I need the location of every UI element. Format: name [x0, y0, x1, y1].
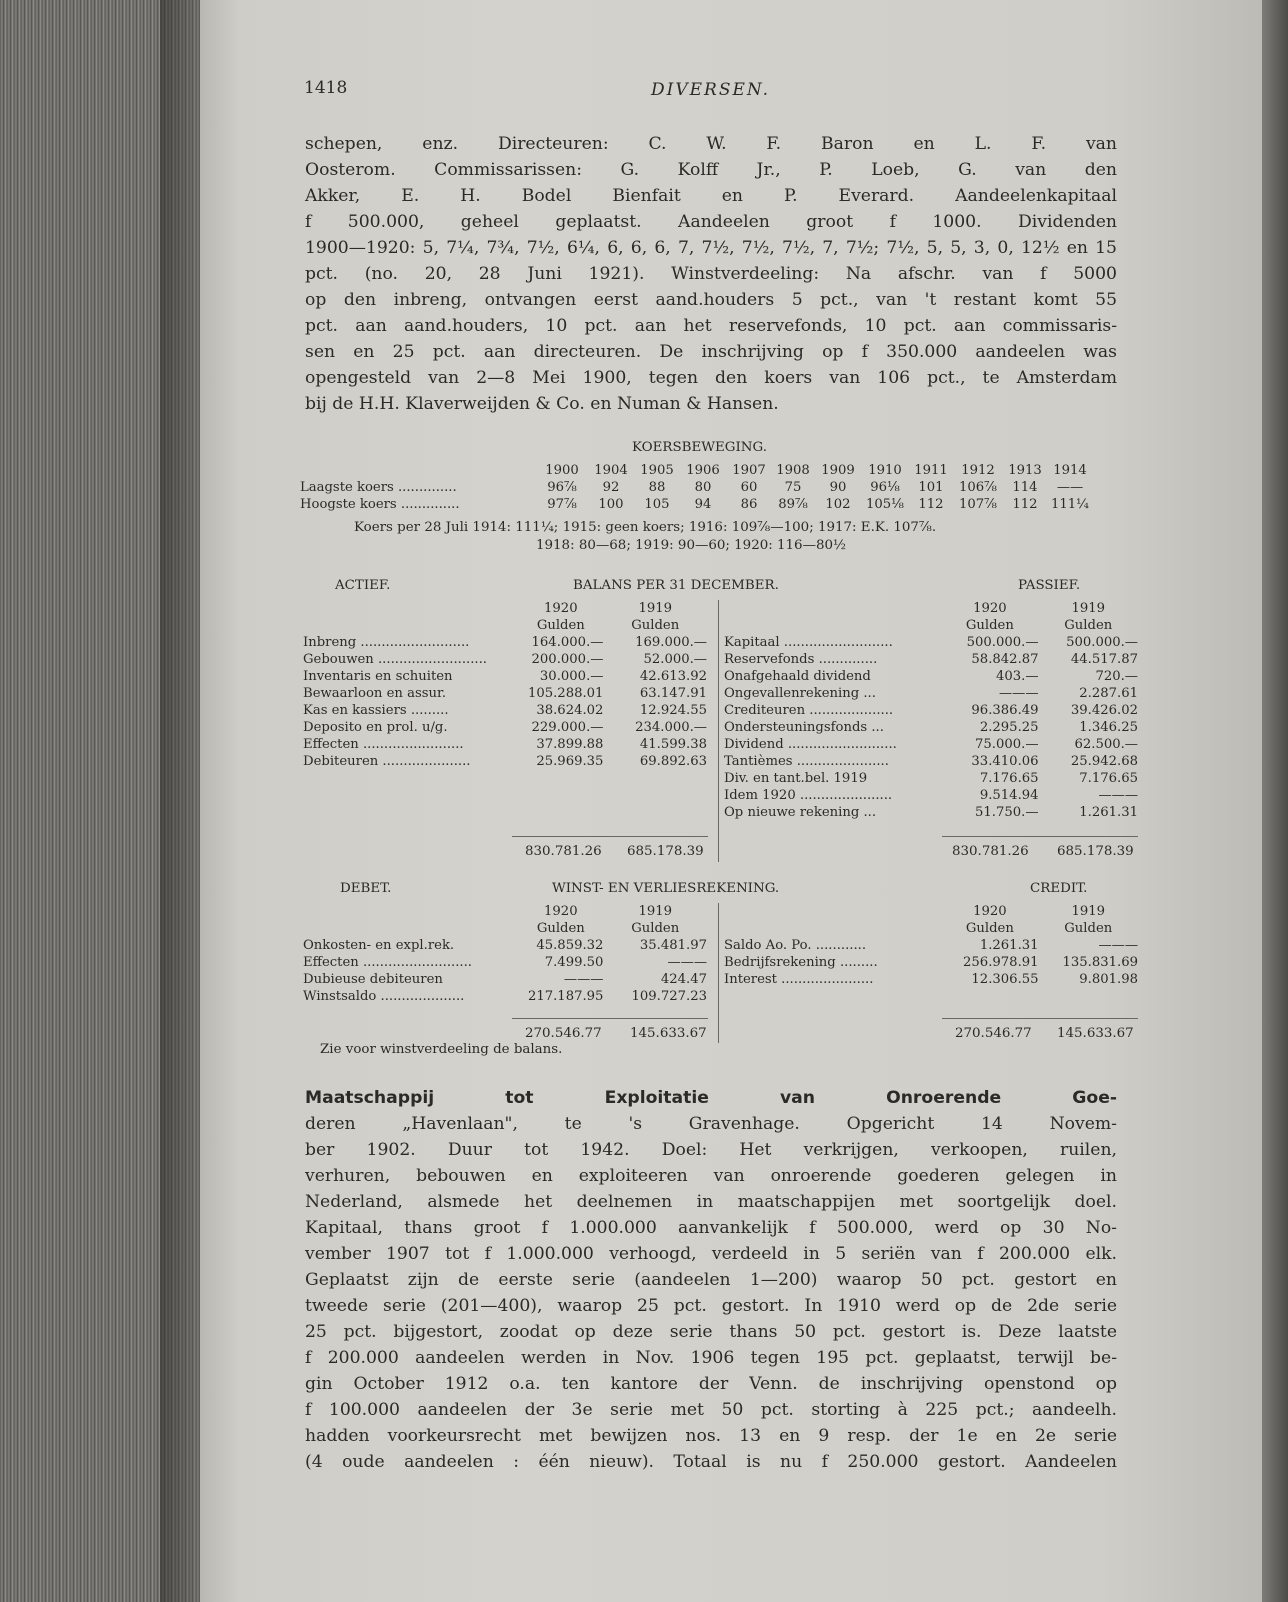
row-value-1920: 1.261.31: [979, 938, 1039, 953]
winst-note: Zie voor winstverdeeling de balans.: [320, 1042, 563, 1057]
table-row: [724, 668, 1138, 685]
row-value-1919: 35.481.97: [639, 938, 707, 953]
koers-year: 1914: [1053, 463, 1087, 478]
koers-row-label: Laagste koers ..............: [300, 480, 457, 495]
koers-value: 75: [784, 480, 802, 495]
row-value-1919: 52.000.—: [643, 652, 707, 667]
koers-value: 97⅞: [547, 497, 577, 512]
table-row: [724, 903, 1138, 920]
table-row: [724, 804, 1138, 821]
row-value-1920: ———: [998, 686, 1039, 701]
balans-total-left-1919: 685.178.39: [627, 844, 704, 859]
row-label: Crediteuren ....................: [724, 703, 894, 718]
koers-year: 1908: [776, 463, 810, 478]
table-row: [303, 920, 707, 937]
company-description-paragraph: [305, 131, 1117, 417]
balans-total-right-1920: 830.781.26: [952, 844, 1029, 859]
text-line: gin October 1912 o.a. ten kantore der Venn. de inschrijving openstond op: [305, 1374, 1117, 1394]
winst-total-left-1919: 145.633.67: [630, 1026, 707, 1041]
table-row: [724, 600, 1138, 617]
text-line: pct. aan aand.houders, 10 pct. aan het reservefonds, 10 pct. aan commissaris-: [305, 316, 1117, 336]
koers-title: KOERSBEWEGING.: [632, 440, 767, 455]
text-line: Maatschappij tot Exploitatie van Onroerende Goe-: [305, 1088, 1117, 1108]
running-head: DIVERSEN.: [651, 80, 771, 100]
text-line: bij de H.H. Klaverweijden & Co. en Numan & Hansen.: [305, 394, 779, 414]
row-label: Inbreng ..........................: [303, 635, 470, 650]
table-row: [724, 770, 1138, 787]
koers-value: 111¼: [1051, 497, 1089, 512]
koers-note-2: 1918: 80—68; 1919: 90—60; 1920: 116—80½: [536, 538, 846, 553]
page-number: 1418: [304, 78, 348, 98]
koers-value: ——: [1056, 480, 1084, 495]
row-label: Gebouwen ..........................: [303, 652, 487, 667]
row-value-1920: 7.176.65: [979, 771, 1039, 786]
text-line: verhuren, bebouwen en exploiteeren van onroerende goederen gelegen in: [305, 1166, 1117, 1186]
winst-debet-title: DEBET.: [340, 881, 392, 896]
row-label: Tantièmes ......................: [724, 754, 889, 769]
koers-year: 1909: [821, 463, 855, 478]
row-value-1919: 234.000.—: [635, 720, 707, 735]
row-value-1920: 58.842.87: [971, 652, 1039, 667]
row-label: Ondersteuningsfonds ...: [724, 720, 884, 735]
row-value-1920: 7.499.50: [544, 955, 604, 970]
column-header: 1920: [544, 601, 578, 616]
koers-year: 1912: [961, 463, 995, 478]
text-line: deren „Havenlaan", te 's Gravenhage. Opgericht 14 Novem-: [305, 1114, 1117, 1134]
koers-row-label: Hoogste koers ..............: [300, 497, 460, 512]
text-line: ber 1902. Duur tot 1942. Doel: Het verkrijgen, verkoopen, ruilen,: [305, 1140, 1117, 1160]
table-row: [303, 937, 707, 954]
row-value-1920: 2.295.25: [979, 720, 1039, 735]
header-spacer: [303, 920, 518, 937]
text-line: tweede serie (201—400), waarop 25 pct. gestort. In 1910 werd op de 2de serie: [305, 1296, 1117, 1316]
row-value-1919: 1.346.25: [1079, 720, 1138, 735]
koers-value: 101: [918, 480, 944, 495]
row-value-1919: ———: [667, 955, 707, 970]
row-label: Ongevallenrekening ...: [724, 686, 876, 701]
row-value-1919: 424.47: [660, 972, 707, 987]
table-row: [724, 736, 1138, 753]
text-line: Geplaatst zijn de eerste serie (aandeelen 1—200) waarop 50 pct. gestort en: [305, 1270, 1117, 1290]
row-label: Onkosten- en expl.rek.: [303, 938, 455, 953]
row-value-1920: 217.187.95: [527, 989, 604, 1004]
table-row: [724, 971, 1138, 988]
column-header: Gulden: [536, 618, 585, 633]
row-value-1919: 2.287.61: [1079, 686, 1138, 701]
row-value-1919: 500.000.—: [1066, 635, 1138, 650]
text-line: hadden voorkeursrecht met bewijzen nos. 13 en 9 resp. der 1e en 2e serie: [305, 1426, 1117, 1446]
koers-table: [300, 462, 1092, 513]
text-line: f 500.000, geheel geplaatst. Aandeelen groot f 1000. Dividenden: [305, 212, 1117, 232]
balans-divider: [718, 600, 719, 862]
koers-value: 112: [918, 497, 944, 512]
text-line: Kapitaal, thans groot f 1.000.000 aanvankelijk f 500.000, werd op 30 No-: [305, 1218, 1117, 1238]
header-spacer: [724, 903, 941, 920]
balans-total-rule-right: [942, 836, 1138, 837]
column-header: 1920: [973, 601, 1007, 616]
row-value-1919: 9.801.98: [1079, 972, 1138, 987]
koers-value: 107⅞: [959, 497, 997, 512]
passief-table: [724, 600, 1138, 821]
koers-year: 1906: [686, 463, 720, 478]
text-line: pct. (no. 20, 28 Juni 1921). Winstverdeeling: Na afschr. van f 5000: [305, 264, 1117, 284]
balans-actief-title: ACTIEF.: [335, 578, 391, 593]
header-spacer: [303, 617, 518, 634]
column-header: 1919: [1071, 601, 1106, 616]
text-line: sen en 25 pct. aan directeuren. De inschrijving op f 350.000 aandeelen was: [305, 342, 1117, 362]
row-value-1919: 25.942.68: [1070, 754, 1138, 769]
koers-value: 105⅛: [866, 497, 904, 512]
row-value-1920: 75.000.—: [975, 737, 1039, 752]
koers-year: 1913: [1008, 463, 1042, 478]
balans-passief-title: PASSIEF.: [1018, 578, 1081, 593]
table-row: [300, 462, 1092, 479]
balans-title: BALANS PER 31 DECEMBER.: [573, 578, 779, 593]
row-value-1919: 69.892.63: [639, 754, 707, 769]
koers-value: 96⅞: [547, 480, 577, 495]
row-value-1919: 63.147.91: [639, 686, 707, 701]
koers-note-1: Koers per 28 Juli 1914: 111¼; 1915: geen koers; 1916: 109⅞—100; 1917: E.K. 107⅞.: [354, 520, 937, 535]
column-header: 1919: [638, 904, 672, 919]
winst-total-rule-right: [942, 1018, 1138, 1019]
koers-value: 112: [1012, 497, 1038, 512]
column-header: Gulden: [631, 921, 680, 936]
debet-table: [303, 903, 707, 1005]
winst-total-left-1920: 270.546.77: [525, 1026, 602, 1041]
table-row: [724, 954, 1138, 971]
row-label: Dubieuse debiteuren: [303, 972, 443, 987]
column-header: 1920: [544, 904, 578, 919]
table-row: [303, 651, 707, 668]
koers-value: 106⅞: [959, 480, 997, 495]
text-line: vember 1907 tot f 1.000.000 verhoogd, verdeeld in 5 seriën van f 200.000 elk.: [305, 1244, 1117, 1264]
column-header: Gulden: [965, 921, 1014, 936]
row-label: Effecten ..........................: [303, 955, 472, 970]
koers-label-spacer: [300, 462, 536, 479]
row-label: Reservefonds ..............: [724, 652, 878, 667]
row-value-1919: 44.517.87: [1070, 652, 1138, 667]
text-line: op den inbreng, ontvangen eerst aand.houders 5 pct., van 't restant komt 55: [305, 290, 1117, 310]
row-label: Onafgehaald dividend: [724, 669, 871, 684]
table-row: [303, 971, 707, 988]
row-label: Effecten ........................: [303, 737, 464, 752]
row-label: Kas en kassiers .........: [303, 703, 449, 718]
row-label: Inventaris en schuiten: [303, 669, 453, 684]
row-label: Bewaarloon en assur.: [303, 686, 447, 701]
row-value-1920: 164.000.—: [531, 635, 604, 650]
koers-year: 1904: [594, 463, 628, 478]
table-row: [300, 496, 1092, 513]
actief-table: [303, 600, 707, 770]
table-row: [724, 651, 1138, 668]
column-header: 1920: [973, 904, 1007, 919]
koers-value: 102: [825, 497, 851, 512]
table-row: [300, 479, 1092, 496]
table-row: [303, 719, 707, 736]
koers-value: 105: [644, 497, 670, 512]
row-label: Deposito en prol. u/g.: [303, 720, 448, 735]
row-value-1919: 42.613.92: [639, 669, 707, 684]
right-page-edge: [1262, 0, 1288, 1602]
header-spacer: [724, 600, 941, 617]
row-value-1919: 135.831.69: [1062, 955, 1138, 970]
row-label: Winstsaldo ....................: [303, 989, 465, 1004]
row-value-1920: 25.969.35: [536, 754, 604, 769]
havenlaan-paragraph: [305, 1085, 1117, 1475]
text-line: 25 pct. bijgestort, zoodat op deze serie thans 50 pct. gestort is. Deze laatste: [305, 1322, 1117, 1342]
winst-divider: [718, 903, 719, 1043]
row-value-1920: 229.000.—: [531, 720, 604, 735]
table-row: [724, 617, 1138, 634]
row-value-1919: ———: [1098, 788, 1138, 803]
koers-value: 100: [598, 497, 624, 512]
table-row: [303, 988, 707, 1005]
row-value-1920: 96.386.49: [971, 703, 1039, 718]
header-spacer: [303, 600, 518, 617]
row-label: Bedrijfsrekening .........: [724, 955, 878, 970]
table-row: [303, 600, 707, 617]
text-line: 1900—1920: 5, 7¼, 7¾, 7½, 6¼, 6, 6, 6, 7, 7½, 7½, 7½, 7, 7½; 7½, 5, 5, 3, 0, 12½ en 15: [305, 238, 1117, 258]
winst-total-right-1919: 145.633.67: [1057, 1026, 1134, 1041]
column-header: Gulden: [536, 921, 585, 936]
text-line: f 100.000 aandeelen der 3e serie met 50 pct. storting à 225 pct.; aandeelh.: [305, 1400, 1117, 1420]
winst-credit-title: CREDIT.: [1030, 881, 1088, 896]
text-line: schepen, enz. Directeuren: C. W. F. Baron en L. F. van: [305, 134, 1117, 154]
header-spacer: [724, 920, 941, 937]
text-line: Akker, E. H. Bodel Bienfait en P. Everard. Aandeelenkapitaal: [305, 186, 1117, 206]
header-spacer: [724, 617, 941, 634]
koers-value: 90: [829, 480, 847, 495]
table-row: [303, 702, 707, 719]
column-header: 1919: [638, 601, 672, 616]
row-value-1920: 45.859.32: [536, 938, 604, 953]
row-value-1920: 200.000.—: [531, 652, 604, 667]
row-value-1919: 169.000.—: [635, 635, 707, 650]
row-label: Op nieuwe rekening ...: [724, 805, 877, 820]
table-row: [724, 685, 1138, 702]
koers-value: 92: [602, 480, 620, 495]
row-value-1920: 403.—: [995, 669, 1039, 684]
winst-title: WINST- EN VERLIESREKENING.: [552, 881, 780, 896]
header-spacer: [303, 903, 518, 920]
row-value-1919: 720.—: [1095, 669, 1138, 684]
row-value-1920: 256.978.91: [963, 955, 1039, 970]
balans-total-rule-left: [512, 836, 708, 837]
koers-value: 114: [1012, 480, 1038, 495]
row-value-1920: 30.000.—: [539, 669, 604, 684]
text-line: Nederland, alsmede het deelnemen in maatschappijen met soortgelijk doel.: [305, 1192, 1117, 1212]
koers-year: 1911: [914, 463, 948, 478]
balans-total-right-1919: 685.178.39: [1057, 844, 1134, 859]
koers-year: 1907: [732, 463, 766, 478]
koers-year: 1900: [545, 463, 579, 478]
row-value-1920: 51.750.—: [975, 805, 1039, 820]
row-value-1919: 41.599.38: [639, 737, 707, 752]
row-value-1919: 12.924.55: [639, 703, 707, 718]
koers-value: 60: [740, 480, 758, 495]
table-row: [303, 736, 707, 753]
table-row: [303, 954, 707, 971]
table-row: [303, 617, 707, 634]
table-row: [303, 668, 707, 685]
row-value-1920: 33.410.06: [971, 754, 1039, 769]
balans-total-left-1920: 830.781.26: [525, 844, 602, 859]
table-row: [303, 685, 707, 702]
table-row: [724, 787, 1138, 804]
row-value-1920: 105.288.01: [527, 686, 604, 701]
column-header: Gulden: [1064, 921, 1113, 936]
row-value-1920: 37.899.88: [536, 737, 604, 752]
credit-table: [724, 903, 1138, 988]
row-label: Div. en tant.bel. 1919: [724, 771, 868, 786]
table-row: [303, 634, 707, 651]
table-row: [724, 719, 1138, 736]
table-row: [724, 920, 1138, 937]
row-label: Debiteuren .....................: [303, 754, 471, 769]
koers-value: 88: [648, 480, 666, 495]
text-line: (4 oude aandeelen : één nieuw). Totaal is nu f 250.000 gestort. Aandeelen: [305, 1452, 1117, 1472]
text-line: opengesteld van 2—8 Mei 1900, tegen den koers van 106 pct., te Amsterdam: [305, 368, 1117, 388]
column-header: Gulden: [631, 618, 680, 633]
column-header: Gulden: [965, 618, 1014, 633]
table-row: [724, 702, 1138, 719]
text-line: f 200.000 aandeelen werden in Nov. 1906 tegen 195 pct. geplaatst, terwijl be-: [305, 1348, 1117, 1368]
winst-total-rule-left: [512, 1018, 708, 1019]
row-label: Saldo Ao. Po. ............: [724, 938, 867, 953]
row-value-1919: 62.500.—: [1074, 737, 1138, 752]
koers-year: 1905: [640, 463, 674, 478]
koers-value: 80: [694, 480, 712, 495]
koers-value: 94: [694, 497, 712, 512]
table-row: [724, 634, 1138, 651]
row-value-1920: 500.000.—: [966, 635, 1039, 650]
column-header: Gulden: [1064, 618, 1113, 633]
text-line: Oosterom. Commissarissen: G. Kolff Jr., P. Loeb, G. van den: [305, 160, 1117, 180]
row-value-1920: 38.624.02: [536, 703, 604, 718]
table-row: [724, 753, 1138, 770]
row-value-1920: ———: [563, 972, 604, 987]
row-value-1920: 12.306.55: [971, 972, 1039, 987]
koers-year: 1910: [868, 463, 902, 478]
row-value-1919: ———: [1098, 938, 1138, 953]
row-value-1919: 39.426.02: [1070, 703, 1138, 718]
row-value-1919: 1.261.31: [1079, 805, 1138, 820]
row-value-1919: 109.727.23: [631, 989, 707, 1004]
table-row: [303, 753, 707, 770]
koers-value: 96⅛: [870, 480, 900, 495]
row-value-1920: 9.514.94: [979, 788, 1039, 803]
table-row: [303, 903, 707, 920]
row-label: Interest ......................: [724, 972, 874, 987]
row-label: Kapitaal ..........................: [724, 635, 893, 650]
column-header: 1919: [1071, 904, 1106, 919]
winst-total-right-1920: 270.546.77: [955, 1026, 1032, 1041]
row-value-1919: 7.176.65: [1079, 771, 1138, 786]
koers-value: 86: [740, 497, 758, 512]
table-row: [724, 937, 1138, 954]
row-label: Idem 1920 ......................: [724, 788, 893, 803]
koers-value: 89⅞: [778, 497, 808, 512]
row-label: Dividend ..........................: [724, 737, 897, 752]
